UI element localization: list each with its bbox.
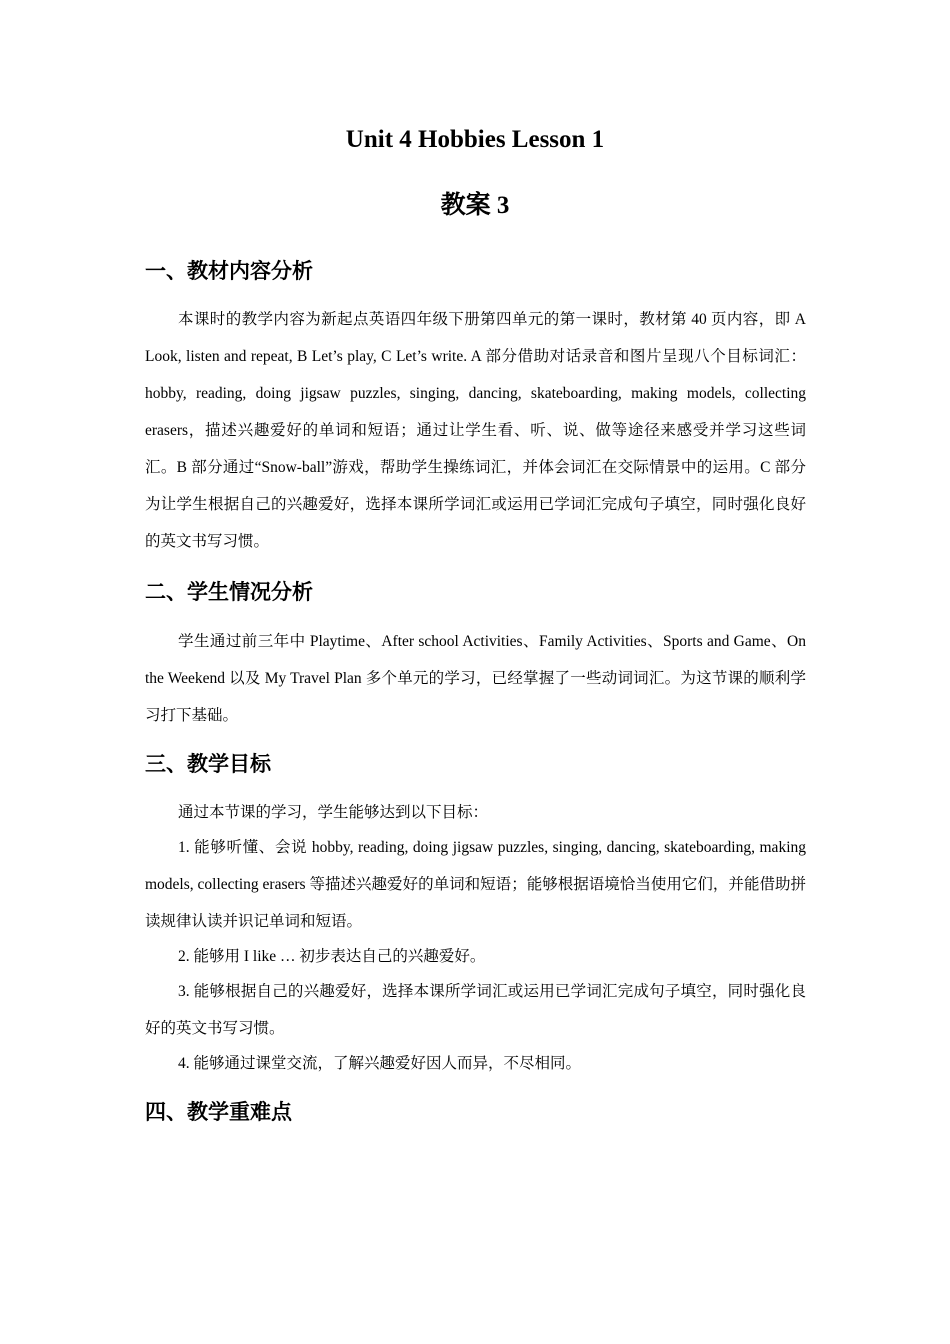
section-heading-teaching-goals: 三、教学目标 <box>145 752 271 776</box>
section-heading-student-analysis: 二、学生情况分析 <box>145 580 313 604</box>
goal-item: 2. 能够用 I like … 初步表达自己的兴趣爱好。 <box>178 948 486 965</box>
section-heading-key-difficulties: 四、教学重难点 <box>145 1100 292 1124</box>
goal-item: 4. 能够通过课堂交流，了解兴趣爱好因人而异，不尽相同。 <box>178 1055 582 1072</box>
goals-intro: 通过本节课的学习，学生能够达到以下目标： <box>178 804 489 821</box>
document-title: Unit 4 Hobbies Lesson 1 <box>345 126 605 153</box>
section-paragraph-content-analysis: 本课时的教学内容为新起点英语四年级下册第四单元的第一课时，教材第 40 页内容，即 A Look, listen and repeat, B Let’s play, C Let’s write. A 部分借助对话录音和图片呈现八个目标词汇： hobby, reading, doing jigsaw puzzles, singing, dancing, skateboarding, making models, collecting erasers，描述兴趣爱好的单词和短语；通过让学生看、听、说、做等途径来感受并学习这些词汇。B 部分通过“Snow-ball”游戏，帮助学生操练词汇，并体会词汇在交际情景中的运用。C 部分为让学生根据自己的兴趣爱好，选择本课所学词汇或运用已学词汇完成句子填空，同时强化良好的英文书写习惯。 <box>145 311 806 550</box>
goal-item: 1. 能够听懂、会说 hobby, reading, doing jigsaw puzzles, singing, dancing, skateboarding, making models, collecting erasers 等描述兴趣爱好的单词和短语；能够根据语境恰当使用它们，并能借助拼读规律认读并识记单词和短语。 <box>145 839 806 930</box>
document-subtitle: 教案 3 <box>440 192 510 219</box>
goal-item: 3. 能够根据自己的兴趣爱好，选择本课所学词汇或运用已学词汇完成句子填空，同时强化良好的英文书写习惯。 <box>145 983 806 1037</box>
section-heading-content-analysis: 一、教材内容分析 <box>145 259 313 283</box>
section-paragraph-student-analysis: 学生通过前三年中 Playtime、After school Activities、Family Activities、Sports and Game、On the Weekend 以及 My Travel Plan 多个单元的学习，已经掌握了一些动词词汇。为这节课的顺利学习打下基础。 <box>145 633 806 724</box>
